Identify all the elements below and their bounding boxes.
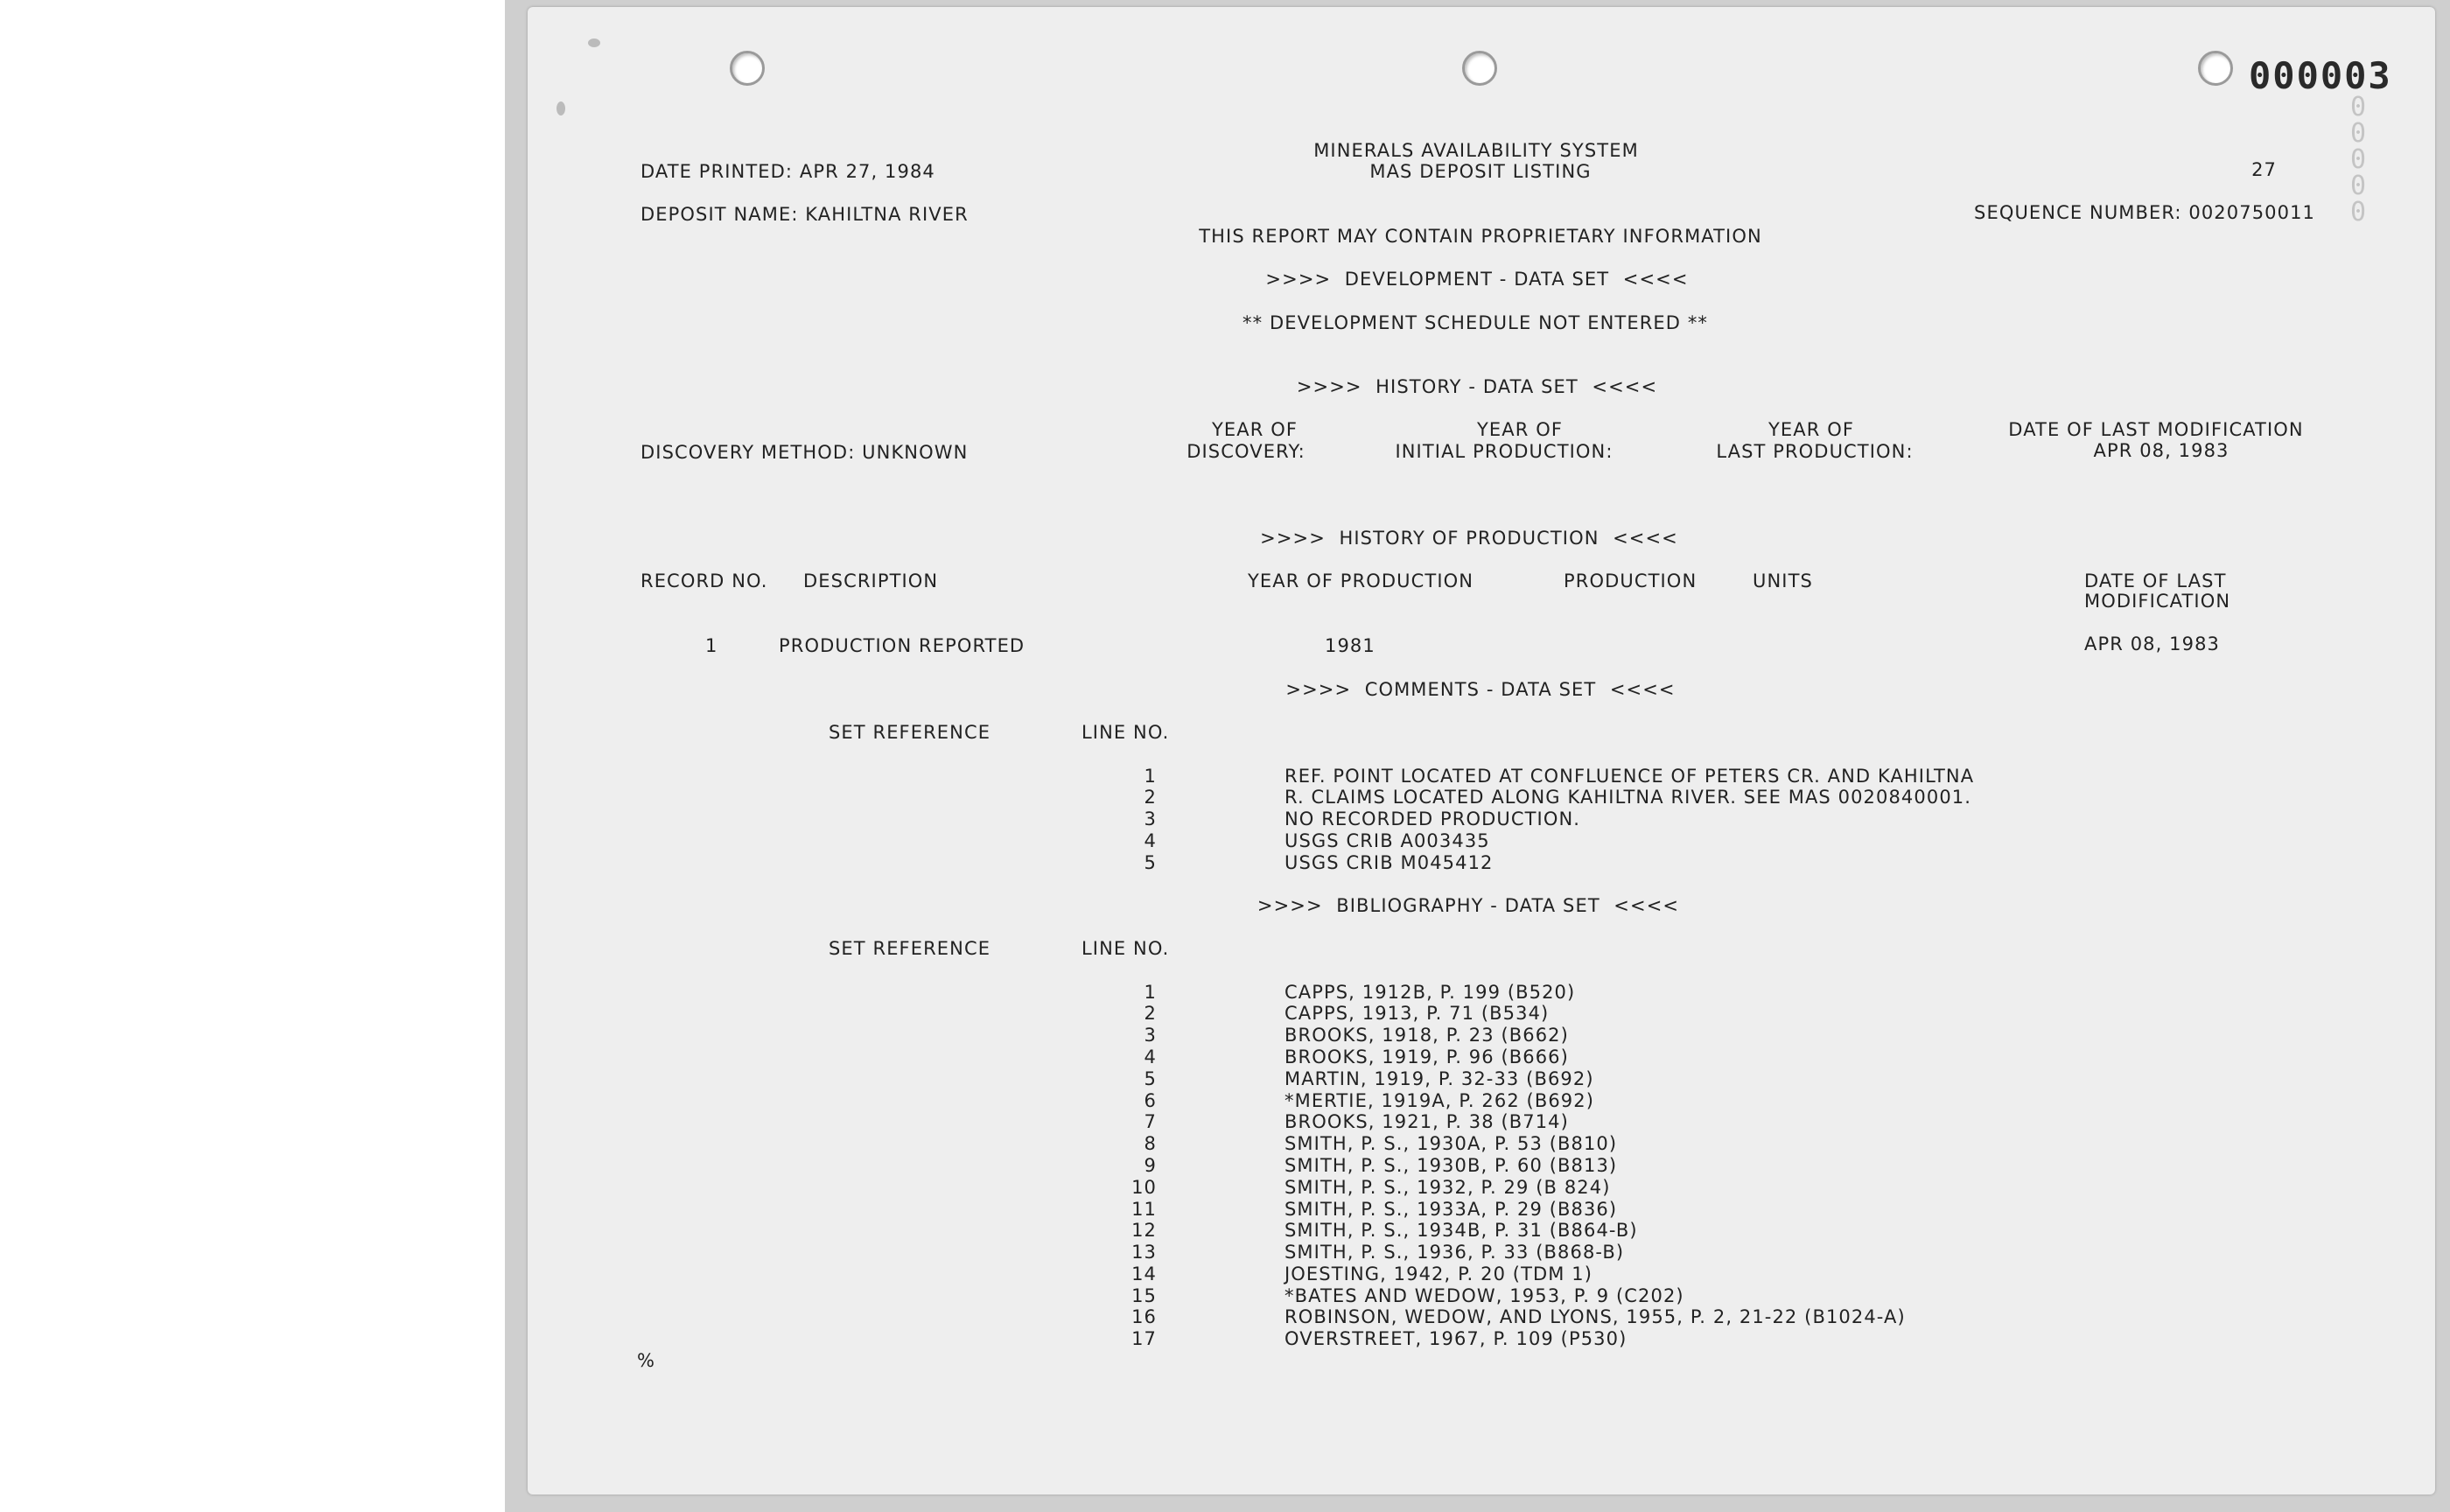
last-modification-label: DATE OF LAST MODIFICATION bbox=[2008, 419, 2304, 440]
production-record-no: 1 bbox=[705, 635, 718, 656]
col-date-last-mod: MODIFICATION bbox=[2084, 591, 2231, 612]
system-title: MINERALS AVAILABILITY SYSTEM bbox=[1313, 140, 1639, 161]
bib-line-text: *MERTIE, 1919A, P. 262 (B692) bbox=[1284, 1090, 1595, 1111]
col-date-last-mod: DATE OF LAST bbox=[2084, 570, 2227, 592]
bib-line-text: BROOKS, 1918, P. 23 (B662) bbox=[1284, 1025, 1569, 1046]
bib-line-text: JOESTING, 1942, P. 20 (TDM 1) bbox=[1284, 1264, 1593, 1284]
bib-line-no: 6 bbox=[1144, 1090, 1157, 1111]
history-section-title: >>>> HISTORY - DATA SET <<<< bbox=[1296, 376, 1658, 397]
punch-hole-left bbox=[730, 51, 765, 86]
comment-line-text: REF. POINT LOCATED AT CONFLUENCE OF PETERS CR. AND KAHILTNA bbox=[1284, 766, 1975, 787]
bib-line-no: 13 bbox=[1131, 1242, 1157, 1263]
comment-line-no: 4 bbox=[1144, 830, 1157, 851]
col-record-no: RECORD NO. bbox=[640, 570, 768, 592]
bib-line-text: CAPPS, 1913, P. 71 (B534) bbox=[1284, 1003, 1550, 1024]
comments-section-title: >>>> COMMENTS - DATA SET <<<< bbox=[1285, 679, 1676, 700]
bib-line-no: 16 bbox=[1131, 1306, 1157, 1327]
punch-hole-center bbox=[1462, 51, 1497, 86]
bib-line-no: 2 bbox=[1144, 1003, 1157, 1024]
year-discovery-label: DISCOVERY: bbox=[1186, 441, 1306, 462]
comment-line-text: USGS CRIB A003435 bbox=[1284, 830, 1490, 851]
last-modification-value: APR 08, 1983 bbox=[2093, 440, 2230, 461]
bib-line-text: BROOKS, 1921, P. 38 (B714) bbox=[1284, 1111, 1569, 1132]
year-last-label: YEAR OF bbox=[1768, 419, 1855, 440]
year-initial-label: YEAR OF bbox=[1476, 419, 1564, 440]
listing-title: MAS DEPOSIT LISTING bbox=[1369, 161, 1592, 182]
col-line-no: LINE NO. bbox=[1082, 722, 1170, 743]
bleed-through-marks: 0 0 0 0 0 bbox=[2349, 92, 2367, 228]
bibliography-section-title: >>>> BIBLIOGRAPHY - DATA SET <<<< bbox=[1256, 895, 1680, 916]
bib-line-text: SMITH, P. S., 1933A, P. 29 (B836) bbox=[1284, 1199, 1618, 1220]
bib-line-no: 5 bbox=[1144, 1068, 1157, 1089]
comment-line-no: 5 bbox=[1144, 852, 1157, 873]
production-section-title: >>>> HISTORY OF PRODUCTION <<<< bbox=[1260, 528, 1678, 549]
comment-line-text: USGS CRIB M045412 bbox=[1284, 852, 1494, 873]
col-set-reference: SET REFERENCE bbox=[829, 938, 991, 959]
bib-line-text: SMITH, P. S., 1930A, P. 53 (B810) bbox=[1284, 1133, 1618, 1154]
bib-line-no: 9 bbox=[1144, 1155, 1157, 1176]
year-initial-label: INITIAL PRODUCTION: bbox=[1395, 441, 1614, 462]
col-units: UNITS bbox=[1753, 570, 1813, 592]
comment-line-no: 3 bbox=[1144, 808, 1157, 830]
bib-line-text: SMITH, P. S., 1934B, P. 31 (B864-B) bbox=[1284, 1220, 1638, 1241]
proprietary-notice: THIS REPORT MAY CONTAIN PROPRIETARY INFORMATION bbox=[1199, 226, 1762, 247]
bib-line-text: OVERSTREET, 1967, P. 109 (P530) bbox=[1284, 1328, 1628, 1349]
bib-line-text: SMITH, P. S., 1930B, P. 60 (B813) bbox=[1284, 1155, 1618, 1176]
smudge-mark bbox=[588, 38, 600, 47]
comment-line-no: 2 bbox=[1144, 787, 1157, 808]
bib-line-no: 11 bbox=[1131, 1199, 1157, 1220]
col-line-no: LINE NO. bbox=[1082, 938, 1170, 959]
bib-line-text: CAPPS, 1912B, P. 199 (B520) bbox=[1284, 982, 1576, 1003]
bib-line-no: 8 bbox=[1144, 1133, 1157, 1154]
production-last-mod: APR 08, 1983 bbox=[2084, 634, 2221, 654]
col-production: PRODUCTION bbox=[1564, 570, 1698, 592]
bib-line-text: ROBINSON, WEDOW, AND LYONS, 1955, P. 2, 21-22 (B1024-A) bbox=[1284, 1306, 1906, 1327]
footer-mark: % bbox=[637, 1350, 656, 1371]
page-number: 27 bbox=[2251, 159, 2277, 180]
bib-line-no: 10 bbox=[1131, 1177, 1157, 1198]
col-set-reference: SET REFERENCE bbox=[829, 722, 991, 743]
production-year: 1981 bbox=[1325, 635, 1376, 656]
sequence-number: SEQUENCE NUMBER: 0020750011 bbox=[1974, 202, 2315, 223]
year-last-label: LAST PRODUCTION: bbox=[1716, 441, 1914, 462]
comment-line-no: 1 bbox=[1144, 766, 1157, 787]
bib-line-no: 7 bbox=[1144, 1111, 1157, 1132]
bib-line-no: 14 bbox=[1131, 1264, 1157, 1284]
smudge-mark bbox=[556, 102, 565, 116]
date-printed: DATE PRINTED: APR 27, 1984 bbox=[640, 161, 935, 182]
bib-line-text: BROOKS, 1919, P. 96 (B666) bbox=[1284, 1046, 1569, 1068]
year-discovery-label: YEAR OF bbox=[1211, 419, 1298, 440]
col-description: DESCRIPTION bbox=[803, 570, 939, 592]
production-description: PRODUCTION REPORTED bbox=[779, 635, 1026, 656]
bib-line-text: SMITH, P. S., 1932, P. 29 (B 824) bbox=[1284, 1177, 1611, 1198]
bib-line-no: 15 bbox=[1131, 1285, 1157, 1306]
punch-hole-right bbox=[2198, 51, 2233, 86]
development-note: ** DEVELOPMENT SCHEDULE NOT ENTERED ** bbox=[1242, 312, 1709, 333]
bib-line-text: SMITH, P. S., 1936, P. 33 (B868-B) bbox=[1284, 1242, 1625, 1263]
deposit-name: DEPOSIT NAME: KAHILTNA RIVER bbox=[640, 204, 969, 225]
col-year-of-production: YEAR OF PRODUCTION bbox=[1248, 570, 1474, 592]
bib-line-no: 3 bbox=[1144, 1025, 1157, 1046]
bib-line-no: 12 bbox=[1131, 1220, 1157, 1241]
bib-line-text: *BATES AND WEDOW, 1953, P. 9 (C202) bbox=[1284, 1285, 1684, 1306]
development-section-title: >>>> DEVELOPMENT - DATA SET <<<< bbox=[1265, 269, 1689, 290]
bib-line-no: 17 bbox=[1131, 1328, 1157, 1349]
page-stamp-number: 000003 bbox=[2249, 54, 2392, 97]
discovery-method: DISCOVERY METHOD: UNKNOWN bbox=[640, 442, 969, 463]
comment-line-text: R. CLAIMS LOCATED ALONG KAHILTNA RIVER. SEE MAS 0020840001. bbox=[1284, 787, 1972, 808]
comment-line-text: NO RECORDED PRODUCTION. bbox=[1284, 808, 1581, 830]
bib-line-text: MARTIN, 1919, P. 32-33 (B692) bbox=[1284, 1068, 1594, 1089]
bib-line-no: 4 bbox=[1144, 1046, 1157, 1068]
bib-line-no: 1 bbox=[1144, 982, 1157, 1003]
